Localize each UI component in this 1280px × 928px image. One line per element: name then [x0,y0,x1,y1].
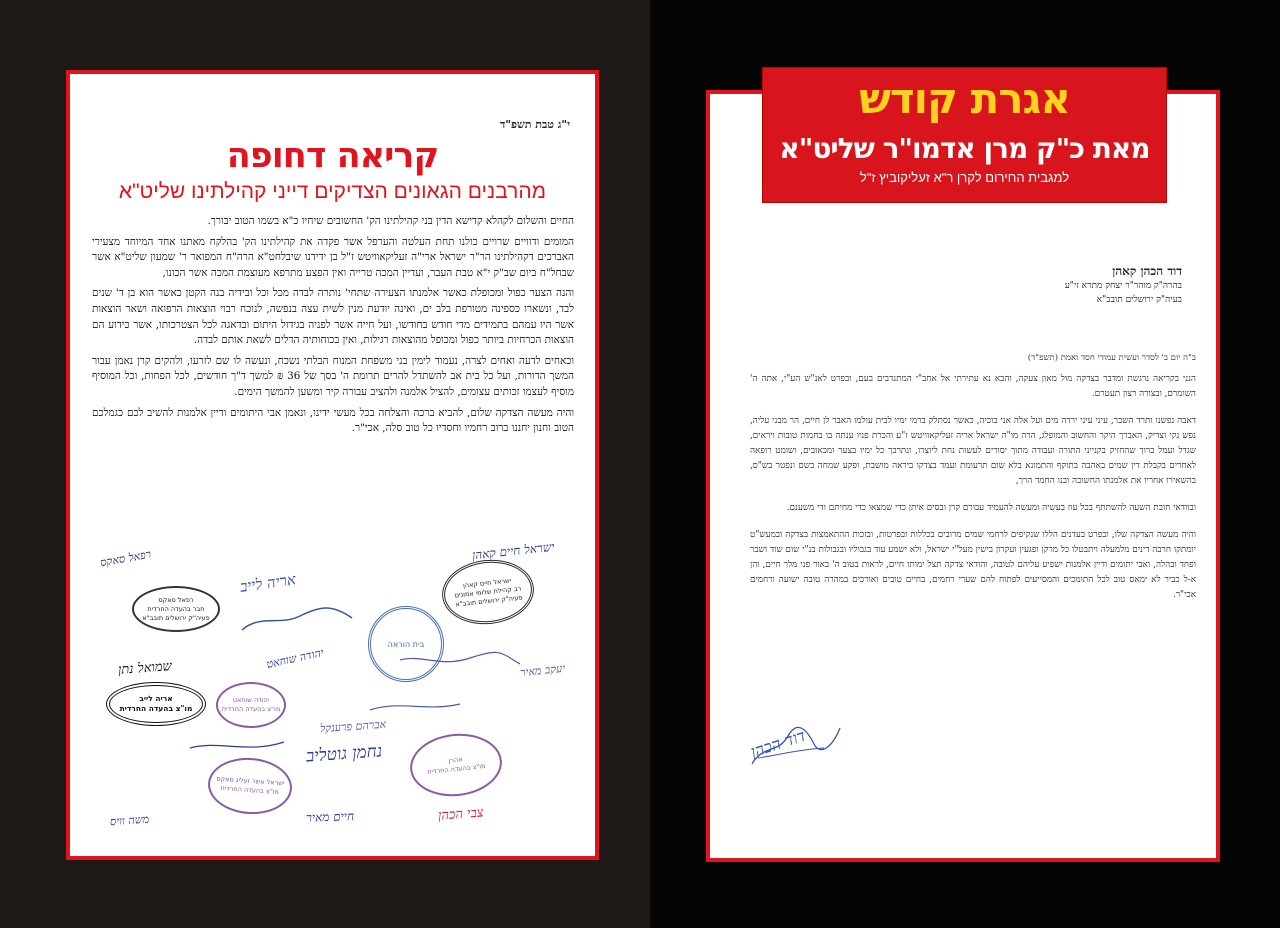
paragraph: והנה הצער כפול ומכופלת כאשר אלמנתו הצעירה שתחי' נותרה לבדה מכל וכל ובידיה בנה הקטן כאשר הוא בן ד' שנים לבד, ונשארו כספינה מטורפת בלב ים, ואינה יודעת מנין לשית עצה בנפשה, לנוכח רבוי הוצאות הרפואה ושאר הוצאות אשר היו עמהם בתמידים מדי חודש בחודשו, ועל חייה אשר לפניה בגידול היתום ובדאגה לכל הצטרכותו, אשר כידוע הם הוצאות הכרחיות ביותר כפול ומכופל מהוצאות רגילות, ואין בכוחותיה הדלים לשאת אותם לבדה. [92,287,574,347]
letterhead-line: בהרה"ק מוהר"ר יצחק מתרא זי"ע [1064,281,1182,291]
handwritten-signature: אריה לייב [238,570,297,596]
handwritten-signature: ישראל חיים קאהן [471,539,556,563]
paragraph: המומים ודוויים שרויים כולנו תחת העלטה והערפל אשר פקדה את קהילתינו הק' בהלקח מאתנו אחד המיוחד מצעירי האברכים דקהילתינו הר"ר ישראל ארי"ה זעליקאוויטש ז"ל בן ידידנו שיבלחט"א הרה"ח המפואר ר' שמעון שליט"א אשר שבחל"ח ביום שב"ק י"א טבת העבר, ועדיין המכה טרייה ואין הפצע מתרפא מעוצמת המכה אשר הכונו, [92,235,574,279]
letterhead-name: דוד הכהן קאהן [1112,264,1182,278]
handwritten-signature: נחמן גוטליב [305,741,383,767]
signature-scribble [744,714,884,774]
paragraph: דאבה נפשנו ותרד השבר, עיני עיני ירדה מים ועל אלה אני בוכיה, כאשר נסתלק ברמי ימיו לבית עולמו האבר לן חיים, הר מבני עליה, נפש נקי וצדיק, האברך היקר והחשוב והמופלג, הרה מו"ה ישראל אריה זעליקאוויטש ז"ע והכרת פניו ענתה בו בחמות טובות ויראים, שגדל ועמל ברוך שהחזיק בקנייני התורה ועבודה מתוך יסורים לעשות נחת ליוצרו, ונתרבך כל ימיו בצער ומכאובים, ושומט רופאה לאחרים בקבלת דין שמים באהבה בתוקף והתמונא בלא שום תרעומת ועמד בצדקו ביראה מושבת, ופקע שמחה בשם ונפטר בש"ס, בהשאירו אחריו את אלמנתו החשובה ובנו החמד הרך, [750,416,1196,486]
right-letter-page [706,90,1220,862]
paragraph: ובוודאי חובת השעה להשתתף בכל עוז בעשיה ומעשה להעמיד עבורם קרן ובסים איתן כדי שמצאו כדי מחיתם ודי משענם. [786,503,1196,513]
handwritten-signature: יעקב מאיר [519,661,566,680]
rabbinic-seal: יהודה שוחאט מו"צ בהעדה החרדית [216,682,286,728]
signatures-area [70,534,595,854]
letterhead-line: בעיה"ק ירושלים תובב"א [1096,295,1182,305]
letter-date: ב"ה יום ב' לסדר ועשית עמודי חסד ואמת (תשפ"ד) [1027,353,1196,363]
banner-title: אגרת קודש [859,74,1070,123]
handwritten-signature: אברהם פרענקל [319,717,387,736]
paragraph: החיים והשלום לקהלא קדישא הדין בני קהילתינו הק' החשובים שיחיו כ"א בשמו הטוב יבורך. [207,215,574,227]
document-date: י"ג טבת תשפ"ד [499,118,570,131]
banner-subtitle: מאת כ"ק מרן אדמו"ר שליט"א [779,132,1150,165]
pen-scribble [70,534,595,854]
court-round-seal: בית הוראה [368,606,444,682]
handwritten-signature: צבי הכהן [437,805,485,824]
rabbinic-seal: אריה לייב מו"צ בהעדה החרדית [106,682,206,726]
rabbinic-seal: ישראל אשר זעליג סאקס מו"צ בהעדה החרדית [206,755,294,817]
letterhead [1065,264,1182,307]
urgent-call-title: קריאה דחופה [226,136,439,176]
banner-note: למגבית החירום לקרן ר"א זעליקוביץ ז"ל [859,170,1070,185]
rabbinic-seal: ישראל חיים קאהן רב קהילת שלומי אמונים פעיה"ק ירושלים תובב"א [439,555,537,628]
letter-body [750,372,1196,615]
handwritten-signature: שמואל נתן [117,659,173,678]
rebbe-signature: דוד הכהן [748,725,808,762]
rabbis-subtitle: מהרבנים הגאונים הצדיקים דייני קהילתינו שליט"א [118,180,547,203]
call-body-text [92,214,574,442]
paragraph: והיה מעשה הצדקה שלום, להביא ברכה והצלחה בכל מעשי ידינו, ונאמן אבי היתומים ודיין אלמנות להשיב לכם כגמלכם הטוב וחנון יחננו ברוב רחמיו וחסדיו כל טוב סלה, אכי"ר. [92,406,574,435]
handwritten-signature: רפאל סאקס [99,547,153,570]
handwritten-signature: חיים מאיר [305,809,355,825]
holy-letter-banner [763,68,1166,202]
paragraph: והיה מעשה הצדקה שלו, ובפרט בעדנים הללו שנקיפים לרחמי שמים מרובים בכללות ובפרטות, ובזכות ההתאמצות בצדקה ובמעש"ט יומתקו חרבה דינים מלמעלה ויתבטלו כל מרקן ופגעין ועקרון בישין מעל"י ישראל, ולא ישמע עוד בגבוליו ובגבולות בנ"י שום שוד ושבר ופחד ובהלה, ואבי יתומים ודיין אלמנות ישפיע עליהם לטובה, והודאי צדקה תצל ימותו חיים, לראות בטוב ה' באור פני מלך חיים, והן א-ל כביר לא ימאס טוב לכל התומכים והמסייעים לפתוח להם שערי רחמים, בחיים טובים ואורכים במהרה טובה ישועה ורחמים אכי"ר. [750,530,1196,600]
paragraph: וכאחים לדעה ואחים לצרה, נעמוד לימין בני משפחת המנוח הבלתי נשכח, ונעשה לו שם לזרעו, ולהקים קרן נאמן עבור המשך הדורות, ועל כל בית אב להשתדל להרים תרומת ה' בסך של 36 ₪ למשך ד"ך חודשים, לכל הפחות, וכל המוסיף מוסיף לעצמו זכותים עצומים, להציל אלמנה ולהציב עבורה קיר ומשען להמשך הימים. [92,354,574,398]
paragraph: הנני בקריאה נרגשת ומדבר בצדקה מול מאון צעקה, והבא נא עתירתי אל אחב"י המתנדבים בעם, ובפרט לאנ"ש הע"י, אתה ה' השומרם, ובצורה רצון תעטרם. [750,374,1196,399]
rabbinic-seal: אהרן מו"צ בהעדה החרדית [407,729,505,800]
rabbinic-seal: רפאל סאקס חבר בהעדה החרדית פעיה"ק ירושלים תובב"א [132,586,220,632]
handwritten-signature: משה וויס [109,812,150,829]
handwritten-signature: יהודה שוחאט [265,646,325,671]
left-document-page [66,70,599,860]
